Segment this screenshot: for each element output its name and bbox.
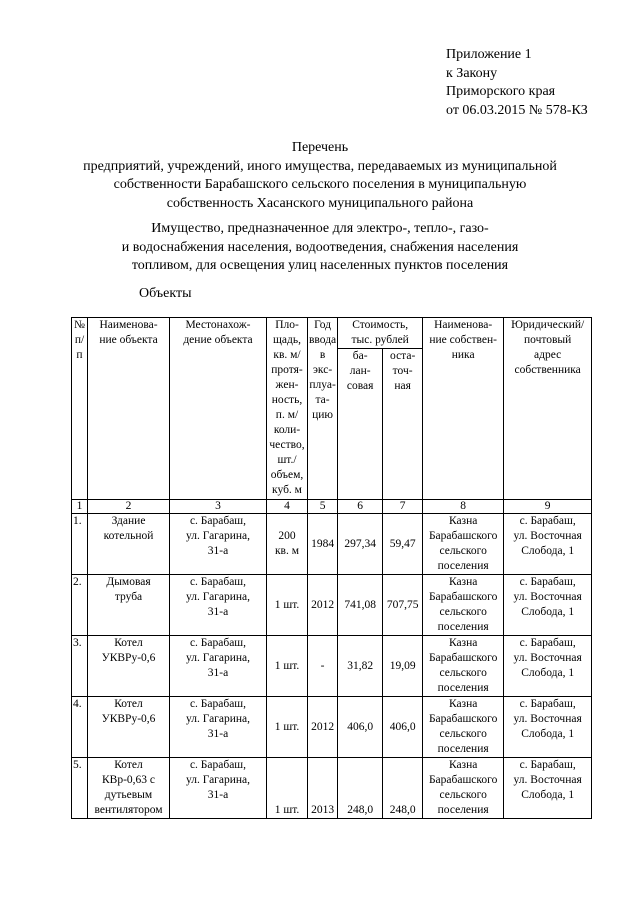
column-number: 4 bbox=[267, 500, 308, 514]
cell-residual: 59,47 bbox=[383, 514, 423, 575]
cell-area: 1 шт. bbox=[267, 636, 308, 697]
cell-location: с. Барабаш, ул. Гагарина, 31-а bbox=[170, 697, 267, 758]
cell-residual: 406,0 bbox=[383, 697, 423, 758]
header-num: № п/п bbox=[72, 318, 88, 500]
cell-num: 2. bbox=[72, 575, 88, 636]
cell-address: с. Барабаш, ул. Восточная Слобода, 1 bbox=[504, 514, 592, 575]
header-name: Наименова- ние объекта bbox=[88, 318, 170, 500]
column-number: 8 bbox=[423, 500, 504, 514]
cell-residual: 19,09 bbox=[383, 636, 423, 697]
cell-name: Котел КВр-0,63 с дутьевым вентилятором bbox=[88, 758, 170, 819]
section-label: Объекты bbox=[139, 286, 192, 301]
cell-balance: 31,82 bbox=[338, 636, 383, 697]
cell-area: 1 шт. bbox=[267, 575, 308, 636]
subtitle-line: и водоснабжения населения, водоотведения, снабжения населения bbox=[121, 239, 519, 255]
cell-address: с. Барабаш, ул. Восточная Слобода, 1 bbox=[504, 697, 592, 758]
cell-num: 5. bbox=[72, 758, 88, 819]
cell-owner: Казна Барабашского сельского поселения bbox=[423, 636, 504, 697]
cell-address: с. Барабаш, ул. Восточная Слобода, 1 bbox=[504, 636, 592, 697]
table-row bbox=[72, 758, 592, 819]
cell-location: с. Барабаш, ул. Гагарина, 31-а bbox=[170, 575, 267, 636]
header-owner: Наименова- ние собствен- ника bbox=[423, 318, 504, 500]
header-address: Юридический/ почтовый адрес собственника bbox=[504, 318, 592, 500]
cell-year: - bbox=[308, 636, 338, 697]
cell-name: Котел УКВРу-0,6 bbox=[88, 697, 170, 758]
table-row bbox=[72, 514, 592, 575]
cell-year: 2012 bbox=[308, 575, 338, 636]
subtitle-line: топливом, для освещения улиц населенных пунктов поселения bbox=[131, 258, 509, 273]
document-subtitle bbox=[0, 220, 640, 276]
cell-address: с. Барабаш, ул. Восточная Слобода, 1 bbox=[504, 758, 592, 819]
title-line: собственность Хасанского муниципального района bbox=[166, 195, 474, 211]
annex-line: от 06.03.2015 № 578-КЗ bbox=[446, 102, 588, 118]
cell-location: с. Барабаш, ул. Гагарина, 31-а bbox=[170, 514, 267, 575]
cell-name: Здание котельной bbox=[88, 514, 170, 575]
header-residual: оста- точ- ная bbox=[383, 349, 423, 500]
document-title bbox=[0, 139, 640, 213]
cell-balance: 297,34 bbox=[338, 514, 383, 575]
annex-line: Приморского края bbox=[446, 84, 556, 99]
column-number: 7 bbox=[383, 500, 423, 514]
title-line: собственности Барабашского сельского поселения в муниципальную bbox=[113, 177, 527, 192]
title-line: предприятий, учреждений, иного имущества, передаваемых из муниципальной bbox=[83, 158, 557, 174]
cell-area: 1 шт. bbox=[267, 758, 308, 819]
header-cost: Стоимость, тыс. рублей bbox=[338, 318, 423, 349]
cell-location: с. Барабаш, ул. Гагарина, 31-а bbox=[170, 636, 267, 697]
annex-line: к Закону bbox=[446, 65, 498, 81]
cell-num: 1. bbox=[72, 514, 88, 575]
cell-year: 1984 bbox=[308, 514, 338, 575]
cell-name: Дымовая труба bbox=[88, 575, 170, 636]
header-balance: ба- лан- совая bbox=[338, 349, 383, 500]
cell-num: 3. bbox=[72, 636, 88, 697]
table-row bbox=[72, 575, 592, 636]
property-table bbox=[71, 317, 592, 819]
cell-owner: Казна Барабашского сельского поселения bbox=[423, 697, 504, 758]
cell-owner: Казна Барабашского сельского поселения bbox=[423, 514, 504, 575]
title-line: Перечень bbox=[291, 140, 349, 155]
cell-area: 1 шт. bbox=[267, 697, 308, 758]
column-number: 6 bbox=[338, 500, 383, 514]
column-number: 9 bbox=[504, 500, 592, 514]
cell-owner: Казна Барабашского сельского поселения bbox=[423, 575, 504, 636]
column-number: 3 bbox=[170, 500, 267, 514]
cell-area: 200 кв. м bbox=[267, 514, 308, 575]
cell-year: 2012 bbox=[308, 697, 338, 758]
cell-balance: 248,0 bbox=[338, 758, 383, 819]
annex-reference bbox=[446, 46, 588, 120]
subtitle-line: Имущество, предназначенное для электро-, тепло-, газо- bbox=[151, 221, 489, 236]
table-row bbox=[72, 697, 592, 758]
cell-address: с. Барабаш, ул. Восточная Слобода, 1 bbox=[504, 575, 592, 636]
cell-balance: 406,0 bbox=[338, 697, 383, 758]
annex-line: Приложение 1 bbox=[446, 47, 532, 62]
column-number: 2 bbox=[88, 500, 170, 514]
cell-residual: 707,75 bbox=[383, 575, 423, 636]
cell-year: 2013 bbox=[308, 758, 338, 819]
cell-balance: 741,08 bbox=[338, 575, 383, 636]
table-row bbox=[72, 636, 592, 697]
column-number: 5 bbox=[308, 500, 338, 514]
header-area: Пло- щадь, кв. м/ протя- жен- ность, п. м/ коли- чество, шт./ объем, куб. м bbox=[267, 318, 308, 500]
column-number-row bbox=[72, 500, 592, 514]
header-year: Год ввода в экс- плуа- та- цию bbox=[308, 318, 338, 500]
header-location: Местонахож- дение объекта bbox=[170, 318, 267, 500]
header-row bbox=[72, 318, 592, 349]
cell-name: Котел УКВРу-0,6 bbox=[88, 636, 170, 697]
column-number: 1 bbox=[72, 500, 88, 514]
cell-num: 4. bbox=[72, 697, 88, 758]
cell-residual: 248,0 bbox=[383, 758, 423, 819]
cell-owner: Казна Барабашского сельского поселения bbox=[423, 758, 504, 819]
cell-location: с. Барабаш, ул. Гагарина, 31-а bbox=[170, 758, 267, 819]
